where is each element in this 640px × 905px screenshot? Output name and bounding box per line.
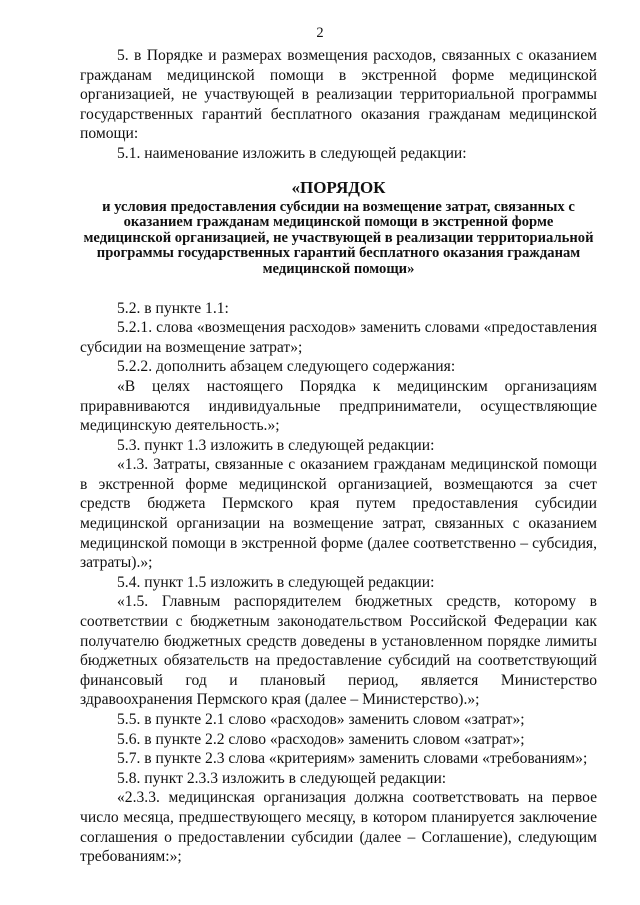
quote-point-2-3-3: «2.3.3. медицинская организация должна соответствовать на первое число месяца, предшествующего месяцу, в котором планируется заключение соглашения о предоставлении субсидии (далее – Соглашение), следующим требованиям:»;	[80, 789, 597, 866]
paragraph-5-6: 5.6. в пункте 2.2 слово «расходов» заменить словом «затрат»;	[117, 730, 525, 748]
order-subtitle: и условия предоставления субсидии на возмещение затрат, связанных с оказанием гражданам медицинской помощи в экстренной форме медицинской организацией, не участвующей в реализации территориальной программы государственных гарантий бесплатного оказания гражданам медицинской помощи»	[83, 198, 594, 277]
paragraph-5-3: 5.3. пункт 1.3 изложить в следующей редакции:	[117, 436, 435, 454]
quote-point-1-5: «1.5. Главным распорядителем бюджетных средств, которому в соответствии с бюджетным законодательством Российской Федерации как получателю бюджетных средств доведены в установленном порядке лимиты бюджетных обязательств на предоставление субсидий на соответствующий финансовый год и плановый период, является Министерство здравоохранения Пермского края (далее – Министерство).»;	[80, 593, 597, 709]
paragraph-5-8: 5.8. пункт 2.3.3 изложить в следующей редакции:	[117, 769, 447, 787]
paragraph-5-1: 5.1. наименование изложить в следующей редакции:	[117, 144, 467, 162]
paragraph-5-7: 5.7. в пункте 2.3 слова «критериям» заменить словами «требованиям»;	[117, 750, 588, 768]
page-number: 2	[316, 25, 324, 41]
quote-individual-entrepreneurs: «В целях настоящего Порядка к медицинским организациям приравниваются индивидуальные предприниматели, осуществляющие медицинскую деятельность.»;	[80, 377, 597, 435]
order-title: «ПОРЯДОК	[291, 177, 386, 197]
spacer	[80, 278, 597, 299]
quote-point-1-3: «1.3. Затраты, связанные с оказанием гражданам медицинской помощи в экстренной форме медицинской организацией, возмещаются за счет средств бюджета Пермского края путем предоставления субсидии медицинской организации на возмещение затрат, связанных с оказанием медицинской помощи в экстренной форме (далее соответственно – субсидия, затраты).»;	[80, 456, 597, 572]
paragraph-5-2-2: 5.2.2. дополнить абзацем следующего содержания:	[117, 358, 456, 376]
paragraph-5-4: 5.4. пункт 1.5 изложить в следующей редакции:	[117, 573, 435, 591]
paragraph-5-2-1: 5.2.1. слова «возмещения расходов» заменить словами «предоставления субсидии на возмещение затрат»;	[80, 319, 597, 356]
document-body	[80, 46, 597, 867]
paragraph-5-2: 5.2. в пункте 1.1:	[117, 299, 229, 317]
paragraph-5: 5. в Порядке и размерах возмещения расходов, связанных с оказанием гражданам медицинской помощи в экстренной форме медицинской организацией, не участвующей в реализации территориальной программы государственных гарантий бесплатного оказания гражданам медицинской помощи:	[80, 47, 597, 143]
paragraph-5-5: 5.5. в пункте 2.1 слово «расходов» заменить словом «затрат»;	[117, 711, 525, 728]
